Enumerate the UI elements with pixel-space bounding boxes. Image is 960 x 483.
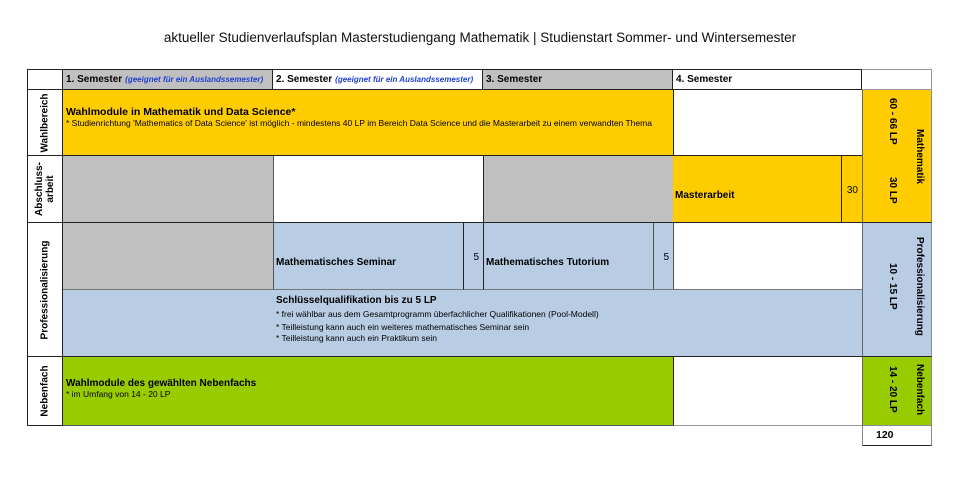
empty-cell [273, 156, 483, 223]
mathematisches-tutorium-module: Mathematisches Tutorium [483, 223, 653, 290]
page-title: aktueller Studienverlaufsplan Masterstudiengang Mathematik | Studienstart Sommer- und Wintersemester [163, 30, 797, 45]
empty-cell [673, 90, 862, 156]
empty-cell [673, 223, 862, 290]
empty-cell [63, 223, 273, 290]
plan-table [27, 69, 933, 441]
summary-mathematik: 60 - 66 LP 30 LP Mathematik [862, 90, 932, 223]
header-semester-2: 2. Semester (geeignet für ein Auslandssemester) [273, 69, 483, 90]
summary-nebenfach: 14 - 20 LP Nebenfach [862, 357, 932, 426]
header-semester-3: 3. Semester [483, 69, 673, 90]
mathematisches-seminar-lp: 5 [463, 223, 483, 290]
summary-professionalisierung: 10 - 15 LP Professionalisierung [862, 223, 932, 357]
header-semester-1: 1. Semester (geeignet für ein Auslandssemester) [63, 69, 273, 90]
row-label-wahlbereich: Wahlbereich [27, 90, 63, 156]
wahlmodule-mathematik-block: Wahlmodule in Mathematik und Data Science* * Studienrichtung 'Mathematics of Data Science' ist möglich - mindestens 40 LP im Bereich Data Science und die Masterarbeit zu einem verwandten Thema [63, 90, 673, 156]
row-label-nebenfach: Nebenfach [27, 357, 63, 426]
row-label-professionalisierung: Professionalisierung [27, 223, 63, 357]
abroad-note: (geeignet für ein Auslandssemester) [335, 75, 474, 84]
empty-cell [483, 156, 673, 223]
wahlmodule-nebenfach-block: Wahlmodule des gewählten Nebenfachs * im Umfang von 14 - 20 LP [63, 357, 673, 426]
header-semester-4: 4. Semester [673, 69, 862, 90]
header-summary-cell [862, 69, 932, 90]
corner-cell [27, 69, 63, 90]
empty-cell [673, 357, 862, 426]
abroad-note: (geeignet für ein Auslandssemester) [125, 75, 264, 84]
mathematisches-seminar-module: Mathematisches Seminar [273, 223, 463, 290]
schluesselqualifikation-block: Schlüsselqualifikation bis zu 5 LP * frei wählbar aus dem Gesamtprogramm überfachlicher Qualifikationen (Pool-Modell) * Teilleistung kann auch ein weiteres mathematisches Seminar sein * Teilleistung kann auch ein Praktikum sein [63, 290, 862, 357]
total-lp: 120 [862, 426, 932, 446]
empty-cell [63, 156, 273, 223]
mathematisches-tutorium-lp: 5 [653, 223, 673, 290]
masterarbeit-lp: 30 [842, 156, 862, 223]
masterarbeit-module: Masterarbeit [673, 156, 842, 223]
row-label-abschlussarbeit: Abschluss- arbeit [27, 156, 63, 223]
